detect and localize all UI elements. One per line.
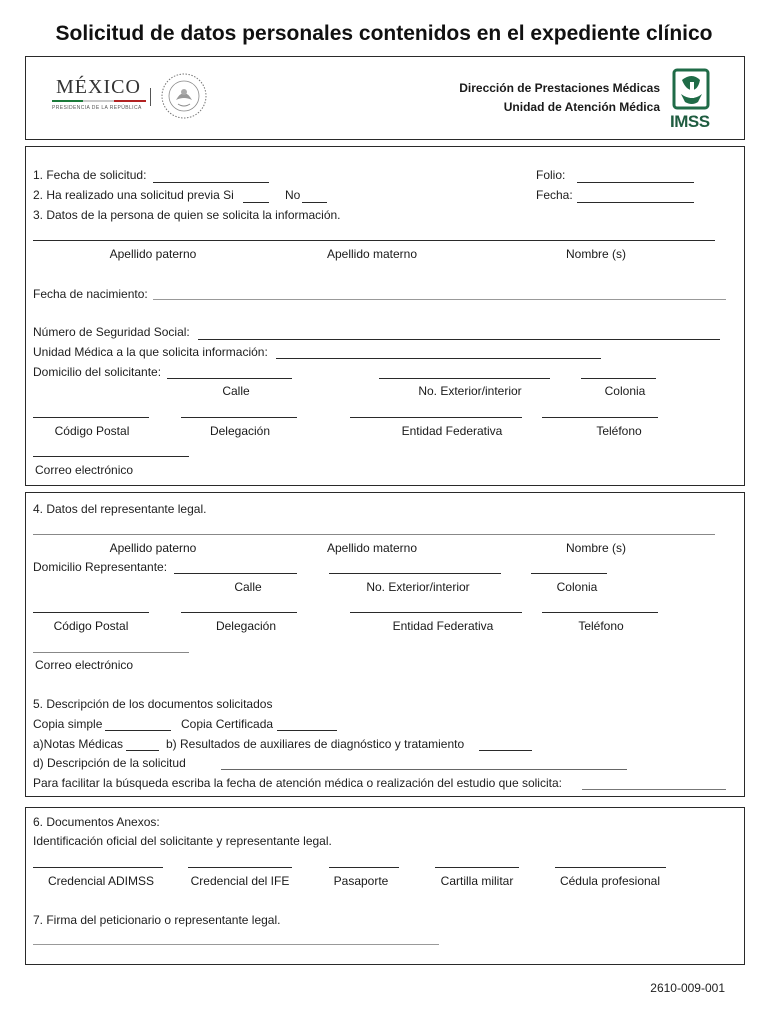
cartilla-militar-label: Cartilla militar — [440, 874, 514, 888]
rep-telefono-label: Teléfono — [578, 619, 624, 633]
codigo-postal-field[interactable] — [33, 417, 149, 418]
rep-no-ext-int-label: No. Exterior/interior — [366, 580, 470, 594]
mexico-logo-sub: PRESIDENCIA DE LA REPÚBLICA — [52, 105, 142, 111]
identificacion-label: Identificación oficial del solicitante y representante legal. — [33, 834, 332, 848]
cartilla-militar-field[interactable] — [435, 867, 519, 868]
correo-label: Correo electrónico — [35, 463, 134, 477]
rep-entidad-label: Entidad Federativa — [392, 619, 494, 633]
representante-heading: 4. Datos del representante legal. — [33, 502, 207, 516]
colonia-field[interactable] — [581, 378, 656, 379]
telefono-label: Teléfono — [596, 424, 642, 438]
notas-medicas-field[interactable] — [126, 750, 159, 751]
nss-field[interactable] — [198, 339, 720, 340]
correo-field[interactable] — [33, 456, 189, 457]
resultados-field[interactable] — [479, 750, 532, 751]
copia-certificada-field[interactable] — [277, 730, 337, 731]
nss-label: Número de Seguridad Social: — [33, 325, 190, 339]
entidad-field[interactable] — [350, 417, 522, 418]
apellido-paterno-label: Apellido paterno — [109, 247, 197, 261]
cedula-profesional-field[interactable] — [555, 867, 666, 868]
rep-delegacion-label: Delegación — [215, 619, 277, 633]
rep-codigo-postal-field[interactable] — [33, 612, 149, 613]
solicitud-previa-no-label: No — [285, 188, 301, 202]
domicilio-solicitante-label: Domicilio del solicitante: — [33, 365, 162, 379]
solicitud-previa-si-field[interactable] — [243, 202, 269, 203]
mexico-logo-divider — [52, 100, 146, 102]
pasaporte-label: Pasaporte — [333, 874, 389, 888]
domicilio-representante-label: Domicilio Representante: — [33, 560, 168, 574]
calle-field[interactable] — [167, 378, 292, 379]
solicitud-previa-label: 2. Ha realizado una solicitud previa Si — [33, 188, 234, 202]
descripcion-documentos-heading: 5. Descripción de los documentos solicitados — [33, 697, 273, 711]
imss-logo-text: IMSS — [670, 112, 710, 131]
rep-telefono-field[interactable] — [542, 612, 658, 613]
descripcion-solicitud-label: d) Descripción de la solicitud — [33, 756, 186, 770]
pasaporte-field[interactable] — [329, 867, 399, 868]
section-representante — [25, 492, 745, 797]
delegacion-label: Delegación — [209, 424, 271, 438]
unidad-medica-label: Unidad Médica a la que solicita información: — [33, 345, 268, 359]
delegacion-field[interactable] — [181, 417, 297, 418]
copia-certificada-label: Copia Certificada — [181, 717, 274, 731]
mexico-logo-text: MÉXICO — [56, 76, 141, 98]
rep-correo-label: Correo electrónico — [35, 658, 134, 672]
header-direccion: Dirección de Prestaciones Médicas — [459, 81, 660, 95]
rep-nombre-label: Nombre (s) — [565, 541, 626, 555]
no-ext-int-label: No. Exterior/interior — [418, 384, 522, 398]
imss-eagle-icon — [668, 68, 716, 112]
notas-medicas-label: a)Notas Médicas — [33, 737, 124, 751]
documentos-anexos-heading: 6. Documentos Anexos: — [33, 815, 160, 829]
rep-no-ext-int-field[interactable] — [329, 573, 501, 574]
rep-codigo-postal-label: Código Postal — [53, 619, 129, 633]
credencial-ife-field[interactable] — [188, 867, 292, 868]
facilitar-busqueda-label: Para facilitar la búsqueda escriba la fecha de atención médica o realización del estudio que solicita: — [33, 776, 562, 790]
rep-delegacion-field[interactable] — [181, 612, 297, 613]
credencial-adimss-field[interactable] — [33, 867, 163, 868]
codigo-postal-label: Código Postal — [54, 424, 130, 438]
firma-field[interactable] — [33, 944, 439, 945]
copia-simple-field[interactable] — [105, 730, 171, 731]
imss-logo — [668, 68, 716, 132]
header-unidad: Unidad de Atención Médica — [503, 100, 660, 114]
form-title: Solicitud de datos personales contenidos en el expediente clínico — [55, 22, 713, 45]
firma-label: 7. Firma del peticionario o representante legal. — [33, 913, 281, 927]
rep-apellido-materno-label: Apellido materno — [326, 541, 418, 555]
mexico-logo — [50, 76, 160, 120]
nombre-label: Nombre (s) — [565, 247, 626, 261]
solicitud-previa-no-field[interactable] — [302, 202, 327, 203]
rep-entidad-field[interactable] — [350, 612, 522, 613]
coat-of-arms-icon — [160, 72, 208, 120]
fecha-field[interactable] — [577, 202, 694, 203]
folio-label: Folio: — [536, 168, 566, 182]
fecha-solicitud-field[interactable] — [153, 182, 269, 183]
rep-calle-field[interactable] — [174, 573, 297, 574]
form-code: 2610-009-001 — [650, 981, 725, 995]
rep-correo-field[interactable] — [33, 652, 189, 653]
entidad-label: Entidad Federativa — [401, 424, 503, 438]
calle-label: Calle — [222, 384, 250, 398]
rep-calle-label: Calle — [234, 580, 262, 594]
resultados-label: b) Resultados de auxiliares de diagnóstico y tratamiento — [166, 737, 465, 751]
unidad-medica-field[interactable] — [276, 358, 601, 359]
cedula-profesional-label: Cédula profesional — [559, 874, 661, 888]
fecha-nacimiento-field[interactable] — [153, 299, 726, 300]
rep-colonia-label: Colonia — [556, 580, 598, 594]
telefono-field[interactable] — [542, 417, 658, 418]
colonia-label: Colonia — [604, 384, 646, 398]
fecha-nacimiento-label: Fecha de nacimiento: — [33, 287, 148, 301]
fecha-solicitud-label: 1. Fecha de solicitud: — [33, 168, 147, 182]
descripcion-solicitud-field[interactable] — [221, 769, 627, 770]
apellido-materno-label: Apellido materno — [326, 247, 418, 261]
credencial-adimss-label: Credencial ADIMSS — [47, 874, 155, 888]
credencial-ife-label: Credencial del IFE — [190, 874, 290, 888]
nombre-completo-field[interactable] — [33, 240, 715, 241]
datos-persona-heading: 3. Datos de la persona de quien se solicita la información. — [33, 208, 341, 222]
folio-field[interactable] — [577, 182, 694, 183]
rep-apellido-paterno-label: Apellido paterno — [109, 541, 197, 555]
fecha-label: Fecha: — [536, 188, 573, 202]
rep-colonia-field[interactable] — [531, 573, 607, 574]
copia-simple-label: Copia simple — [33, 717, 103, 731]
no-ext-int-field[interactable] — [379, 378, 550, 379]
fecha-atencion-field[interactable] — [582, 789, 726, 790]
representante-nombre-field[interactable] — [33, 534, 715, 535]
logo-separator — [150, 88, 151, 106]
